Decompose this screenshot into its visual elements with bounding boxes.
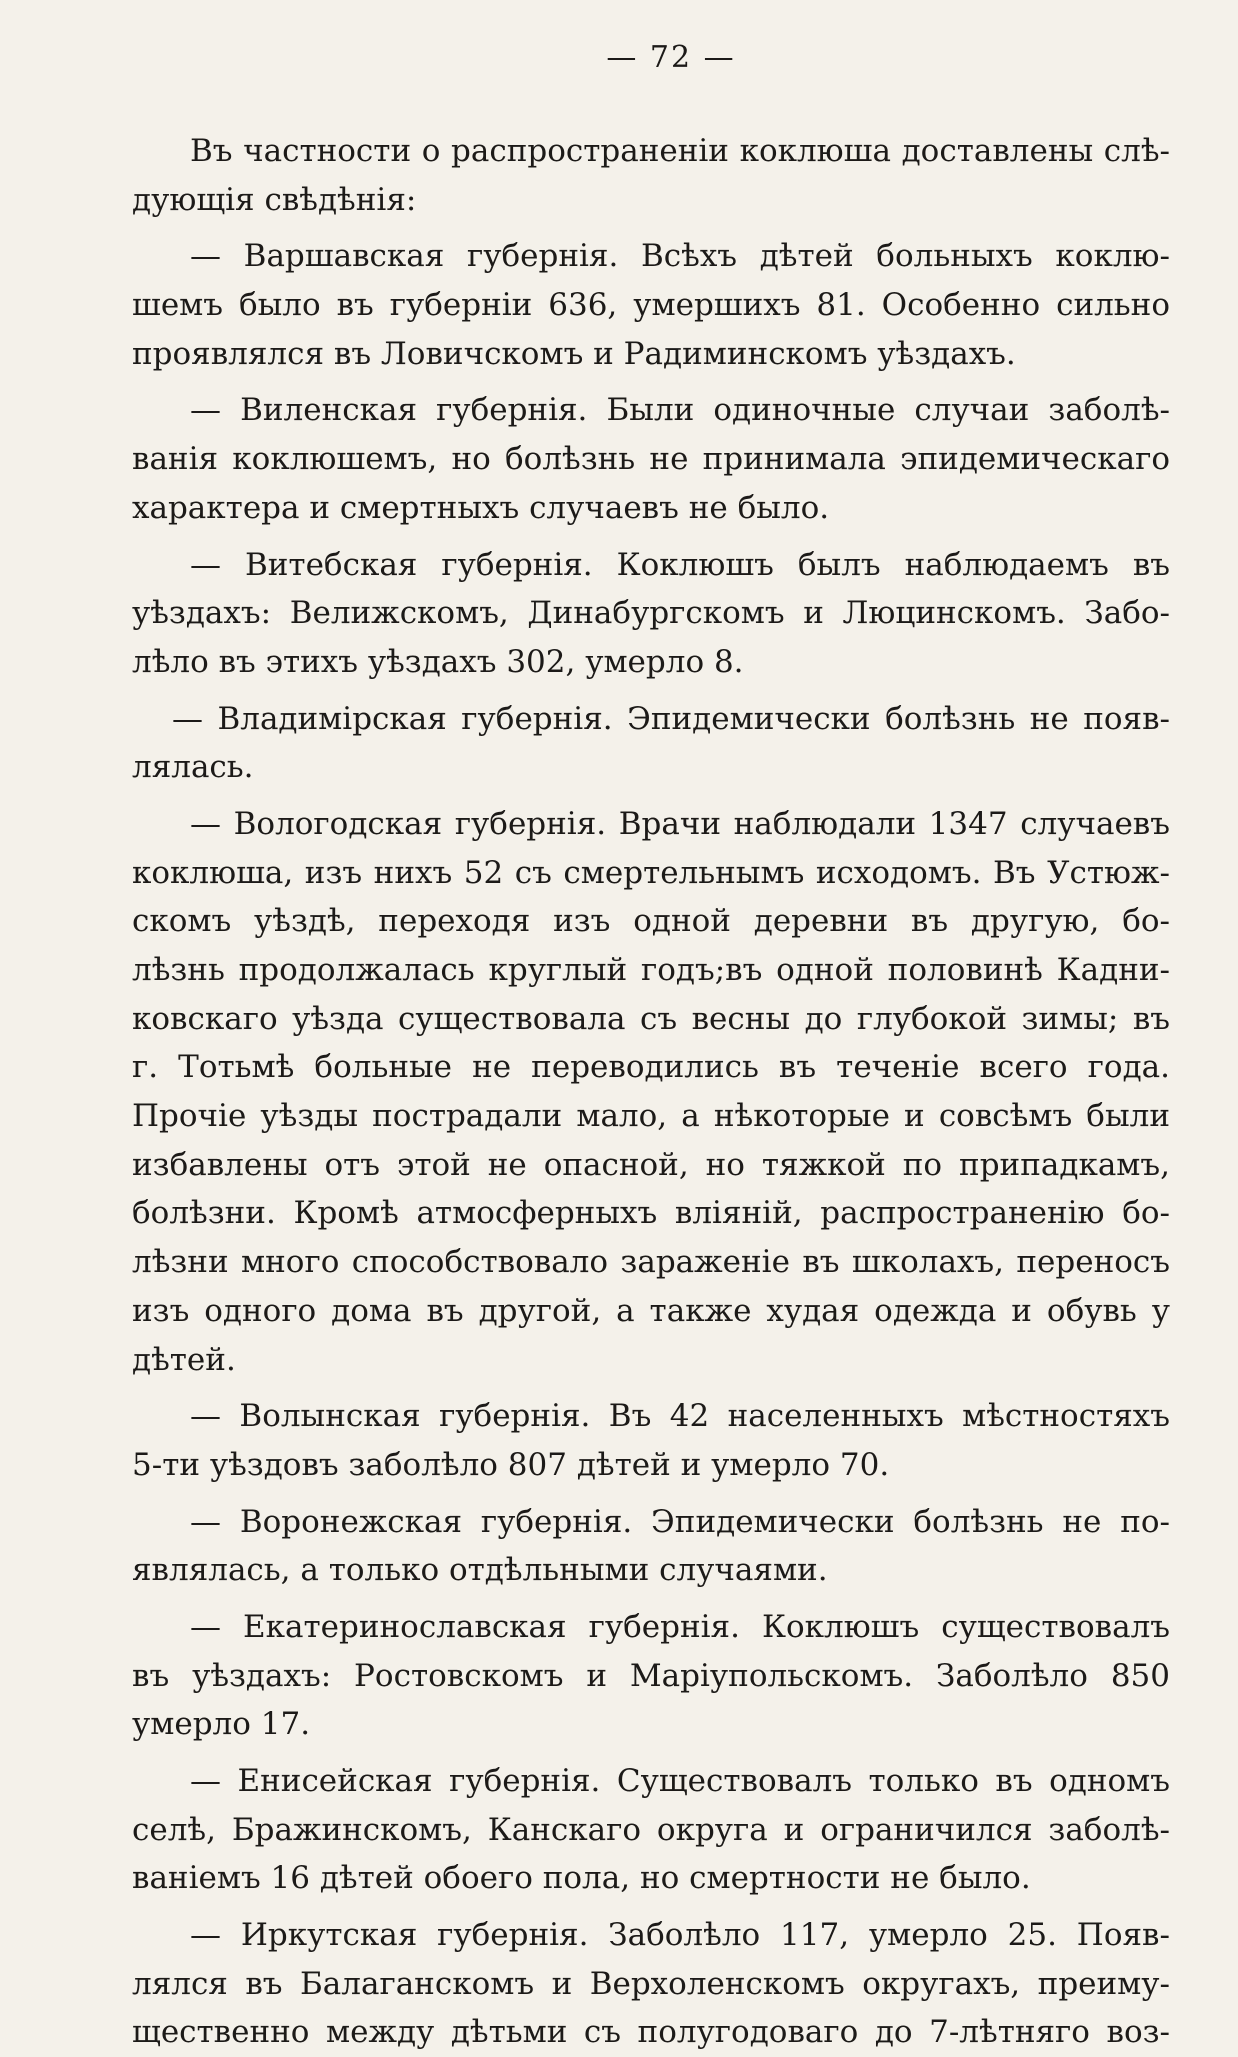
text-line: характера и смертныхъ случаевъ не было. [132, 489, 830, 526]
text-line: ковскаго уѣзда существовала съ весны до глубокой зимы; въ [132, 1000, 1170, 1037]
text-line: селѣ, Бражинскомъ, Канскаго округа и ограничился заболѣ- [132, 1811, 1170, 1848]
text-line: 5-ти уѣздовъ заболѣло 807 дѣтей и умерло 70. [132, 1446, 890, 1483]
paragraph [132, 1603, 1170, 1749]
text-line: — Виленская губернія. Были одиночные случаи заболѣ- [190, 392, 1170, 429]
text-line: изъ одного дома въ другой, а также худая одежда и обувь у [132, 1292, 1170, 1329]
text-line: коклюша, изъ нихъ 52 съ смертельнымъ исходомъ. Въ Устюж- [132, 854, 1170, 891]
paragraph [132, 1498, 1170, 1595]
paragraph [132, 1757, 1170, 1903]
paragraph [132, 800, 1170, 1384]
paragraph-gap [132, 792, 1170, 800]
paragraph [132, 386, 1170, 532]
text-line: дующія свѣдѣнія: [132, 181, 417, 218]
text-line: лѣзни много способствовало зараженіе въ школахъ, переносъ [132, 1244, 1170, 1281]
text-line: лялся въ Балаганскомъ и Верхоленскомъ округахъ, преиму- [132, 1965, 1170, 2002]
text-line: умерло 17. [132, 1706, 311, 1743]
text-line: — Варшавская губернія. Всѣхъ дѣтей больныхъ коклю- [190, 238, 1170, 275]
paragraph-gap [132, 1595, 1170, 1603]
text-line: ванія коклюшемъ, но болѣзнь не принимала эпидемическаго [132, 441, 1170, 478]
paragraph [132, 232, 1170, 378]
text-line: — Волынская губернія. Въ 42 населенныхъ мѣстностяхъ [190, 1398, 1170, 1435]
paragraph-gap [132, 1490, 1170, 1498]
paragraph-gap [132, 687, 1170, 695]
text-line: шемъ было въ губерніи 636, умершихъ 81. Особенно сильно [132, 287, 1170, 324]
text-line: избавлены отъ этой не опасной, но тяжкой по припадкамъ, [132, 1146, 1170, 1183]
text-line: болѣзни. Кромѣ атмосферныхъ вліяній, распространенію бо- [132, 1195, 1170, 1232]
text-line: проявлялся въ Ловичскомъ и Радиминскомъ уѣздахъ. [132, 335, 1016, 372]
text-line: — Екатеринославская губернія. Коклюшъ существовалъ [190, 1608, 1170, 1645]
paragraph-gap [132, 533, 1170, 541]
text-line: ваніемъ 16 дѣтей обоего пола, но смертности не было. [132, 1860, 1031, 1897]
text-line: Въ частности о распространеніи коклюша доставлены слѣ- [190, 133, 1170, 169]
text-line: — Витебская губернія. Коклюшъ былъ наблюдаемъ въ [190, 546, 1170, 583]
text-line: лѣзнь продолжалась круглый годъ;въ одной половинѣ Кадни- [132, 952, 1170, 988]
text-body [132, 127, 1170, 2057]
text-line: уѣздахъ: Велижскомъ, Динабургскомъ и Люцинскомъ. Забо- [132, 595, 1170, 632]
paragraph [132, 1911, 1170, 2057]
paragraph [132, 541, 1170, 687]
paragraph-gap [132, 224, 1170, 232]
text-line: г. Тотьмѣ больные не переводились въ теченіе всего года. [132, 1049, 1170, 1086]
page-number: — 72 — [606, 40, 736, 75]
text-line: дѣтей. [132, 1341, 236, 1378]
text-line: лѣло въ этихъ уѣздахъ 302, умерло 8. [132, 643, 744, 680]
text-line: — Вологодская губернія. Врачи наблюдали 1347 случаевъ [190, 805, 1170, 842]
text-line: щественно между дѣтьми съ полугодоваго до 7-лѣтняго воз- [132, 2014, 1170, 2051]
paragraph-gap [132, 1749, 1170, 1757]
text-line: — Енисейская губернія. Существовалъ только въ одномъ [190, 1763, 1170, 1799]
paragraph [132, 1392, 1170, 1489]
paragraph-gap [132, 1903, 1170, 1911]
paragraph-gap [132, 378, 1170, 386]
text-line: скомъ уѣздѣ, переходя изъ одной деревни въ другую, бо- [132, 903, 1170, 940]
text-line: — Владимірская губернія. Эпидемически болѣзнь не появ- [172, 700, 1170, 737]
paragraph [132, 695, 1170, 792]
text-line: Прочіе уѣзды пострадали мало, а нѣкоторые и совсѣмъ были [132, 1098, 1170, 1135]
text-line: лялась. [132, 749, 254, 786]
text-line: — Воронежская губернія. Эпидемически болѣзнь не по- [190, 1503, 1170, 1540]
paragraph-gap [132, 1384, 1170, 1392]
paragraph [132, 127, 1170, 224]
text-line: въ уѣздахъ: Ростовскомъ и Маріупольскомъ. Заболѣло 850 [132, 1657, 1170, 1694]
text-line: являлась, а только отдѣльными случаями. [132, 1552, 828, 1589]
text-line: — Иркутская губернія. Заболѣло 117, умерло 25. Появ- [190, 1917, 1170, 1954]
